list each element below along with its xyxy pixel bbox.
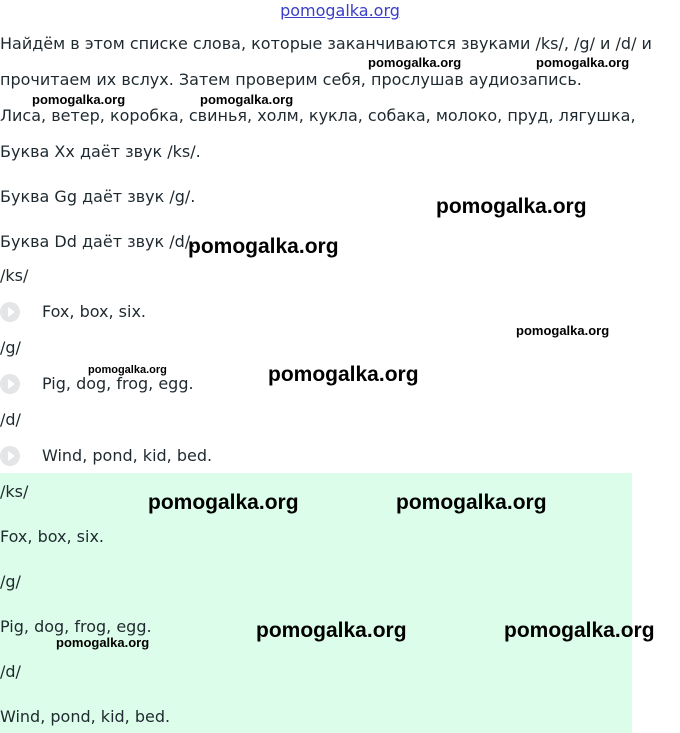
watermark: pomogalka.org [56, 635, 150, 650]
watermark: pomogalka.org [88, 364, 167, 376]
sound-heading-d: /d/ [0, 410, 21, 429]
answer-sound-g: /g/ [0, 572, 21, 591]
watermark: pomogalka.org [536, 55, 630, 70]
watermark: pomogalka.org [504, 619, 655, 642]
header-watermark-link[interactable]: pomogalka.org [280, 1, 400, 20]
play-icon[interactable] [0, 446, 20, 466]
watermark: pomogalka.org [436, 195, 587, 218]
play-icon[interactable] [0, 302, 20, 322]
watermark: pomogalka.org [148, 491, 299, 514]
answer-sound-ks: /ks/ [0, 482, 29, 501]
rule-g: Буква Gg даёт звук /g/. [0, 187, 196, 206]
word-list: Лиса, ветер, коробка, свинья, холм, кукла, собака, молоко, пруд, лягушка, [0, 106, 636, 125]
instruction-line-2: прочитаем их вслух. Затем проверим себя, прослушав аудиозапись. [0, 70, 582, 89]
audio-words-g: Pig, dog, frog, egg. [42, 374, 194, 393]
sound-heading-g: /g/ [0, 338, 21, 357]
watermark: pomogalka.org [200, 92, 294, 107]
audio-words-d: Wind, pond, kid, bed. [42, 446, 213, 465]
audio-row-d [0, 444, 212, 468]
audio-row-ks [0, 300, 146, 324]
watermark: pomogalka.org [268, 363, 419, 386]
answer-words-d: Wind, pond, kid, bed. [0, 707, 171, 726]
watermark: pomogalka.org [32, 92, 126, 107]
answer-words-g: Pig, dog, frog, egg. [0, 617, 152, 636]
watermark: pomogalka.org [396, 491, 547, 514]
watermark: pomogalka.org [368, 55, 462, 70]
play-icon[interactable] [0, 374, 20, 394]
watermark: pomogalka.org [188, 235, 339, 258]
instruction-line-1: Найдём в этом списке слова, которые заканчиваются звуками /ks/, /g/ и /d/ и [0, 34, 652, 53]
audio-words-ks: Fox, box, six. [42, 302, 146, 321]
watermark: pomogalka.org [516, 323, 610, 338]
answer-words-ks: Fox, box, six. [0, 527, 104, 546]
sound-heading-ks: /ks/ [0, 266, 29, 285]
answer-sound-d: /d/ [0, 662, 21, 681]
watermark: pomogalka.org [256, 619, 407, 642]
rule-x: Буква Хх даёт звук /ks/. [0, 142, 201, 161]
rule-d: Буква Dd даёт звук /d/. [0, 232, 196, 251]
